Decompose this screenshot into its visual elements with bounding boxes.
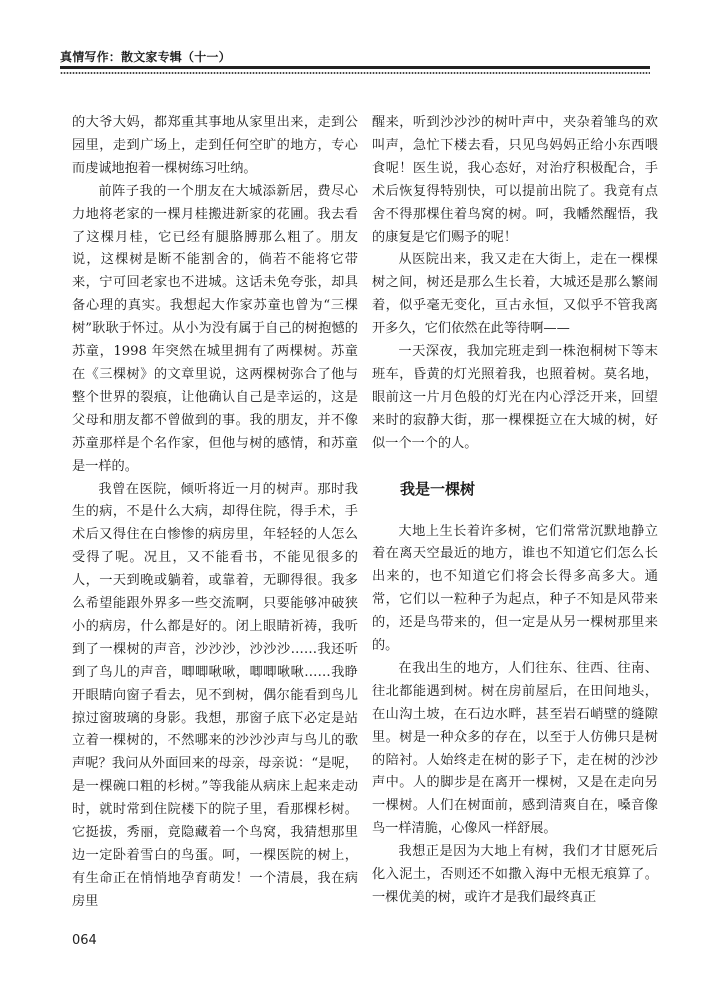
paragraph: 的大爷大妈，都郑重其事地从家里出来，走到公园里，走到广场上，走到任何空旷的地方，专心而虔诚地抱着一棵树练习吐纳。 [72,115,358,176]
paragraph: 从医院出来，我又走在大街上，走在一棵棵树之间，树还是那么生长着，大城还是那么繁闹着，似乎毫无变化，亘古永恒，又似乎不管我离开多久，它们依然在此等待啊—— [372,252,658,337]
page-number: 064 [72,933,97,948]
header-rule [60,66,650,69]
paragraph: 大地上生长着许多树，它们常常沉默地静立着在离天空最近的地方，谁也不知道它们怎么长出来的，也不知道它们将会长得多高多大。通常，它们以一粒种子为起点，种子不知是风带来的，还是鸟带来的，但一定是从另一棵树那里来的。 [372,523,658,654]
running-header [60,44,646,68]
paragraph: 我曾在医院，倾听将近一月的树声。那时我生的病，不是什么大病，却得住院，得手术，手术后又得住在白惨惨的病房里，年轻轻的人怎么受得了呢。况且，又不能看书，不能见很多的人，一天到晚或躺着，或靠着，无聊得很。我多么希望能跟外界多一些交流啊，只要能够冲破狭小的病房，什么都是好的。闭上眼睛祈祷，我听到了一棵树的声音，沙沙沙，沙沙沙……我还听到了鸟儿的声音，唧唧啾啾，唧唧啾啾……我睁开眼睛向窗子看去，见不到树，偶尔能看到鸟儿掠过窗玻璃的身影。我想，那窗子底下必定是站立着一棵树的，不然哪来的沙沙沙声与鸟儿的歌声呢？我问从外面回来的母亲，母亲说：“是呢，是一棵碗口粗的杉树。”等我能从病床上起来走动时，就时常到住院楼下的院子里，看那棵杉树。它挺拔，秀丽，竟隐藏着一个鸟窝，我猜想那里边一定卧着雪白的鸟蛋。呵，一棵医院的树上，有生命正在悄悄地孕育萌发！一个清晨，我在病房里 [72,481,358,909]
paragraph: 我想正是因为大地上有树，我们才甘愿死后化入泥土，否则还不如撒入海中无根无痕算了。一棵优美的树，或许才是我们最终真正 [372,844,658,905]
section-heading: 我是一棵树 [400,479,476,498]
paragraph: 前阵子我的一个朋友在大城添新居，费尽心力地将老家的一棵月桂搬进新家的花圃。我去看了这棵月桂，它已经有腿胳膊那么粗了。朋友说，这棵树是断不能割舍的，倘若不能将它带来，宁可回老家也不进城。这话未免夸张，却具备心理的真实。我想起大作家苏童也曾为“三棵树”耿耿于怀过。从小为没有属于自己的树抱憾的苏童，1998 年突然在城里拥有了两棵树。苏童在《三棵树》的文章里说，这两棵树弥合了他与整个世界的裂痕，让他确认自己是幸运的，这是父母和朋友都不曾做到的事。我的朋友，并不像苏童那样是个名作家，但他与树的感情，和苏童是一样的。 [72,183,358,474]
paragraph: 在我出生的地方，人们往东、往西、往南、往北都能遇到树。树在房前屋后，在田间地头，在山沟土坡，在石边水畔，甚至岩石峭壁的缝隙里。树是一种众多的存在，以至于人仿佛只是树的陪衬。人始终走在树的影子下，走在树的沙沙声中。人的脚步是在离开一棵树，又是在走向另一棵树。人们在树面前，感到清爽自在，嗓音像鸟一样清脆，心像风一样舒展。 [372,660,658,837]
paragraph: 一天深夜，我加完班走到一株泡桐树下等末班车，昏黄的灯光照着我，也照着树。莫名地，眼前这一片月色般的灯光在内心浮泛开来，回望来时的寂静大街，那一棵棵挺立在大城的树，好似一个一个的人。 [372,344,658,451]
left-column [72,112,358,914]
paragraph: 醒来，听到沙沙沙的树叶声中，夹杂着雏鸟的欢叫声，急忙下楼去看，只见鸟妈妈正给小东西喂食呢！医生说，我心态好，对治疗积极配合，手术后恢复得特别快，可以提前出院了。我竟有点舍不得那棵住着鸟窝的树。呵，我幡然醒悟，我的康复是它们赐予的呢！ [372,115,658,245]
right-column [372,112,658,910]
header-title: 真情写作：散文家专辑（十一） [60,50,231,64]
header-dotted-rule [60,71,650,75]
